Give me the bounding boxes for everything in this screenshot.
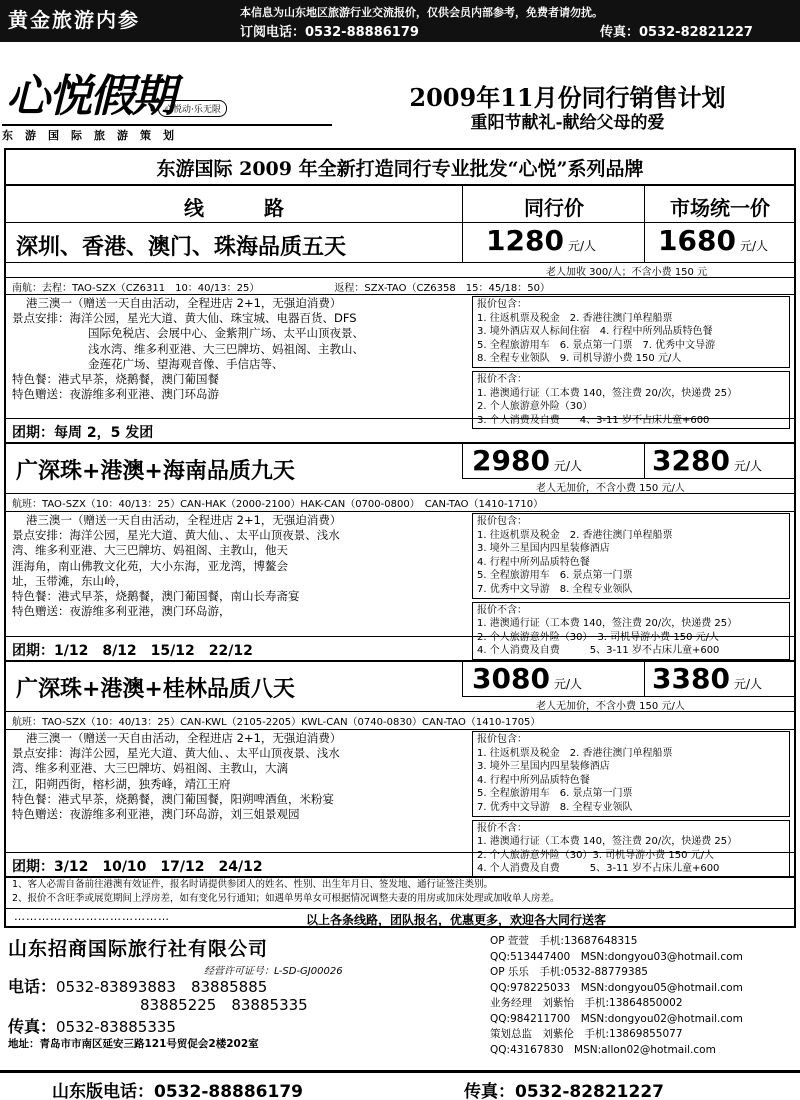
itinerary-line: 景点安排：海洋公园，星光大道、黄大仙、、太平山顶夜景、浅水 xyxy=(12,746,340,761)
table-banner: 东游国际 2009 年全新打造同行专业批发“心悦”系列品牌 xyxy=(156,158,644,180)
divider xyxy=(6,729,794,730)
includes-line: 5. 全程旅游用车 6. 景点第一门票 xyxy=(477,570,633,582)
includes-line: 3. 境外三星国内四星装修酒店 xyxy=(477,761,610,773)
itinerary-line: 湾、维多利亚港、大三巴牌坊、妈祖阁、主教山，大漓 xyxy=(12,761,288,776)
includes-title: 报价包含： xyxy=(477,734,527,745)
includes-line: 3. 境外三星国内四星装修酒店 xyxy=(477,543,610,555)
route-2-peer-price xyxy=(472,444,582,477)
price-value: 1680 xyxy=(658,224,736,257)
excludes-line: 2. 个人旅游意外险（30） 3. 司机导游小费 150 元/人 xyxy=(477,631,719,643)
itinerary-line: 特色赠送：夜游维多利亚港，澳门环岛游， xyxy=(12,604,231,619)
route-1-peer-price xyxy=(486,224,596,257)
brand-title: 黄金旅游内参 xyxy=(8,8,140,32)
fax-number: 0532-83885335 xyxy=(56,1018,176,1036)
fax-label: 传真： xyxy=(8,1017,57,1036)
divider xyxy=(6,277,794,278)
col-market-price: 市场统一价 xyxy=(670,196,770,220)
price-unit: 元/人 xyxy=(553,459,582,473)
contact-line: 策划总监 刘紫伦 手机:13869855077 xyxy=(490,1028,683,1040)
itinerary-line: 特色餐：港式早茶，烧鹅餐，澳门葡国餐，阳朔啤酒鱼，米粉宴 xyxy=(12,791,334,806)
subscribe-fax: 传真：0532-82821227 xyxy=(600,25,753,40)
itinerary-line: 址，玉带滩，东山岭， xyxy=(12,573,127,588)
includes-title: 报价包含： xyxy=(477,299,527,310)
itinerary-line: 景点安排：海洋公园，星光大道、黄大仙、、太平山顶夜景、浅水 xyxy=(12,528,340,543)
route-2-tour-dates: 团期：1/12 8/12 15/12 22/12 xyxy=(12,643,253,659)
divider xyxy=(6,493,794,494)
route-3-peer-price xyxy=(472,662,582,695)
price-unit: 元/人 xyxy=(553,677,582,691)
tel-label: 电话： xyxy=(8,977,57,996)
divider xyxy=(6,711,794,712)
itinerary-line: 江，阳朔西街，榕杉湖，独秀峰，靖江王府 xyxy=(12,776,231,791)
price-unit: 元/人 xyxy=(739,239,768,253)
excludes-title: 报价不含： xyxy=(477,373,527,385)
route-3-tour-dates: 团期：3/12 10/10 17/12 24/12 xyxy=(12,859,263,875)
includes-box xyxy=(472,513,790,599)
excludes-line: 4. 个人消费及自费 5、3-11 岁不占床儿童+600 xyxy=(477,863,720,875)
col-route: 线 路 xyxy=(184,196,284,220)
price-value: 2980 xyxy=(472,444,550,477)
col-peer-price: 同行价 xyxy=(524,196,584,220)
itinerary-line: 涯海角，南山佛教文化苑，大小东海，亚龙湾，博鳌会 xyxy=(12,558,288,573)
includes-line: 1. 往返机票及税金 2. 香港往澳门单程船票 xyxy=(477,312,673,324)
closing-line: 以上各条线路，团队报名，优惠更多，欢迎各大同行送客 xyxy=(306,913,607,927)
price-unit: 元/人 xyxy=(567,239,596,253)
contact-line: 业务经理 刘紫怡 手机:13864850002 xyxy=(490,997,683,1009)
includes-line: 4. 行程中所列品质特色餐 xyxy=(477,556,590,568)
route-1-flight: 南航：去程：TAO-SZX（CZ6311 10：40/13：25） 返程：SZX-TAO（CZ6358 15：45/18：50） xyxy=(12,283,551,294)
excludes-line: 1. 港澳通行证（工本费 140，签注费 20/次，快递费 25） xyxy=(477,387,738,399)
fax-row xyxy=(8,1014,176,1037)
route-1-market-price xyxy=(658,224,768,257)
dotted-leader: ………………………………… xyxy=(14,910,170,923)
excludes-title: 报价不含： xyxy=(477,604,527,616)
logo-text: 心悦假期 xyxy=(6,71,174,122)
divider xyxy=(6,294,794,295)
logo-subtitle: 东游国际旅游策划 xyxy=(2,124,332,143)
route-3-market-price xyxy=(652,662,762,695)
route-3-price-details xyxy=(472,731,790,881)
xinyue-logo xyxy=(2,60,332,122)
note-line: 1、客人必需自备前往港澳有效证件，报名时请提供参团人的姓名、性别、出生年月日、签发地、通行证签注类别。 xyxy=(12,879,494,890)
price-value: 3080 xyxy=(472,662,550,695)
bottom-fax: 传真：0532-82821227 xyxy=(464,1082,664,1100)
includes-line: 5. 全程旅游用车 6. 景点第一门票 7. 优秀中文导游 xyxy=(477,339,716,351)
itinerary-line: 景点安排：海洋公园，星光大道、黄大仙、珠宝城、电器百货、DFS xyxy=(12,311,357,326)
excludes-line: 2. 个人旅游意外险（30） xyxy=(477,401,593,413)
itinerary-line: 浅水湾、维多利亚港、大三巴牌坊、妈祖阁、主教山、 xyxy=(88,341,364,356)
divider xyxy=(6,184,794,186)
itinerary-line: 港三澳一（赠送一天自由活动，全程进店 2+1，无强迫消费） xyxy=(26,513,342,527)
excludes-line: 1. 港澳通行证（工本费 140，签注费 20/次，快递费 25） xyxy=(477,836,738,848)
includes-line: 7. 优秀中文导游 8. 全程专业领队 xyxy=(477,801,633,813)
itinerary-line: 港三澳一（赠送一天自由活动，全程进店 2+1，无强迫消费） xyxy=(26,731,342,745)
company-address: 地址：青岛市市南区延安三路121号贸促会2楼202室 xyxy=(8,1038,259,1050)
route-2-price-note: 老人无加价，不含小费 150 元/人 xyxy=(536,483,685,494)
divider xyxy=(462,660,463,696)
contact-line: QQ:43167830 MSN:allon02@hotmail.com xyxy=(490,1043,716,1056)
itinerary-line: 湾、维多利亚港、大三巴牌坊、妈祖阁、主教山，他天 xyxy=(12,543,288,558)
plan-title: 2009年11月份同行销售计划 xyxy=(409,83,726,112)
company-name: 山东招商国际旅行社有限公司 xyxy=(8,938,269,960)
excludes-box xyxy=(472,820,790,878)
divider xyxy=(462,184,463,262)
contact-line: QQ:984211700 MSN:dongyou02@hotmail.com xyxy=(490,1012,743,1025)
license-number: 经营许可证号：L-SD-GJ00026 xyxy=(204,966,343,977)
route-2-market-price xyxy=(652,444,762,477)
logo-slogan: 心悦动·乐无限 xyxy=(158,100,227,117)
note-line: 2、报价不含旺季或展览期间上浮房差，如有变化另行通知；如遇单男单女可根据情况调整夫妻的用房或加床处理或加收单人房差。 xyxy=(12,893,560,904)
includes-line: 4. 行程中所列品质特色餐 xyxy=(477,774,590,786)
price-value: 3280 xyxy=(652,444,730,477)
includes-box xyxy=(472,296,790,368)
excludes-line: 2. 个人旅游意外险（30）3. 司机导游小费 150 元/人 xyxy=(477,849,714,861)
divider xyxy=(6,636,794,637)
contact-line: QQ:513447400 MSN:dongyou03@hotmail.com xyxy=(490,950,743,963)
divider xyxy=(6,222,794,223)
route-1-name: 深圳、香港、澳门、珠海品质五天 xyxy=(16,235,347,260)
bottom-bar xyxy=(0,1070,800,1100)
price-unit: 元/人 xyxy=(733,459,762,473)
divider xyxy=(6,908,794,909)
contact-line: OP 乐乐 手机:0532-88779385 xyxy=(490,966,648,978)
divider xyxy=(644,660,645,696)
route-2-itinerary xyxy=(12,513,464,619)
divider xyxy=(644,184,645,262)
price-value: 3380 xyxy=(652,662,730,695)
includes-box xyxy=(472,731,790,817)
route-2-flight: 航班：TAO-SZX（10：40/13：25）CAN-HAK（2000-2100）HAK-CAN（0700-0800） CAN-TAO（1410-1710） xyxy=(12,499,544,510)
includes-line: 5. 全程旅游用车 6. 景点第一门票 xyxy=(477,788,633,800)
route-1-price-details xyxy=(472,296,790,432)
tel-numbers: 0532-83893883 83885885 xyxy=(56,978,268,996)
route-3-flight: 航班：TAO-SZX（10：40/13：25）CAN-KWL（2105-2205）KWL-CAN（0740-0830）CAN-TAO（1410-1705） xyxy=(12,717,541,728)
divider xyxy=(644,442,645,478)
includes-line: 3. 境外酒店双人标间住宿 4. 行程中所列品质特色餐 xyxy=(477,326,713,338)
excludes-box xyxy=(472,371,790,429)
divider xyxy=(462,442,463,478)
price-value: 1280 xyxy=(486,224,564,257)
itinerary-line: 特色赠送：夜游维多利亚港，澳门环岛游，刘三姐景观园 xyxy=(12,807,300,822)
route-3-price-note: 老人无加价，不含小费 150 元/人 xyxy=(536,701,685,712)
includes-line: 1. 往返机票及税金 2. 香港往澳门单程船票 xyxy=(477,747,673,759)
itinerary-line: 特色餐：港式早茶，烧鹅餐，澳门葡国餐，南山长寿斋宴 xyxy=(12,589,300,604)
plan-subtitle: 重阳节献礼-献给父母的爱 xyxy=(470,113,665,133)
top-banner xyxy=(0,0,800,42)
member-notice: 本信息为山东地区旅游行业交流报价，仅供会员内部参考，免费者请勿扰。 xyxy=(240,6,603,19)
contact-line: QQ:978225033 MSN:dongyou05@hotmail.com xyxy=(490,981,743,994)
excludes-box xyxy=(472,602,790,660)
route-1-tour-dates: 团期：每周 2，5 发团 xyxy=(12,425,154,441)
excludes-line: 1. 港澳通行证（工本费 140，签注费 20/次，快递费 25） xyxy=(477,618,738,630)
price-table xyxy=(4,148,796,928)
bottom-phone: 山东版电话：0532-88886179 xyxy=(52,1082,303,1100)
divider xyxy=(6,852,794,853)
route-2-name: 广深珠+港澳+海南品质九天 xyxy=(16,459,295,484)
includes-line: 1. 往返机票及税金 2. 香港往澳门单程船票 xyxy=(477,529,673,541)
contact-line: OP 萱萱 手机:13687648315 xyxy=(490,935,638,947)
divider xyxy=(6,418,794,419)
itinerary-line: 港三澳一（赠送一天自由活动，全程进店 2+1，无强迫消费） xyxy=(26,296,342,310)
route-3-name: 广深珠+港澳+桂林品质八天 xyxy=(16,677,295,702)
route-1-price-note: 老人加收 300/人；不含小费 150 元 xyxy=(546,267,708,278)
includes-line: 7. 优秀中文导游 8. 全程专业领队 xyxy=(477,583,633,595)
booking-notes xyxy=(12,878,560,906)
tel-row-2: 83885225 83885335 xyxy=(140,996,308,1014)
excludes-title: 报价不含： xyxy=(477,822,527,834)
itinerary-line: 金莲花广场、望海观音像、手信店等、 xyxy=(88,356,284,371)
contact-list xyxy=(490,934,796,1058)
excludes-line: 4. 个人消费及自费 5、3-11 岁不占床儿童+600 xyxy=(477,645,720,657)
subscribe-phone: 订阅电话：0532-88886179 xyxy=(240,25,419,40)
includes-line: 8. 全程专业领队 9. 司机导游小费 150 元/人 xyxy=(477,353,682,365)
route-3-itinerary xyxy=(12,731,464,822)
itinerary-line: 国际免税店、会展中心、金紫荆广场、太平山顶夜景、 xyxy=(88,326,364,341)
includes-title: 报价包含： xyxy=(477,516,527,527)
excludes-line: 3. 个人消费及自费 4、3-11 岁不占床儿童+600 xyxy=(477,414,710,426)
route-1-itinerary xyxy=(12,296,464,402)
itinerary-line: 特色餐：港式早茶，烧鹅餐，澳门葡国餐 xyxy=(12,372,219,387)
route-2-price-details xyxy=(472,513,790,663)
price-unit: 元/人 xyxy=(733,677,762,691)
itinerary-line: 特色赠送：夜游维多利亚港、澳门环岛游 xyxy=(12,387,219,402)
divider xyxy=(6,511,794,512)
